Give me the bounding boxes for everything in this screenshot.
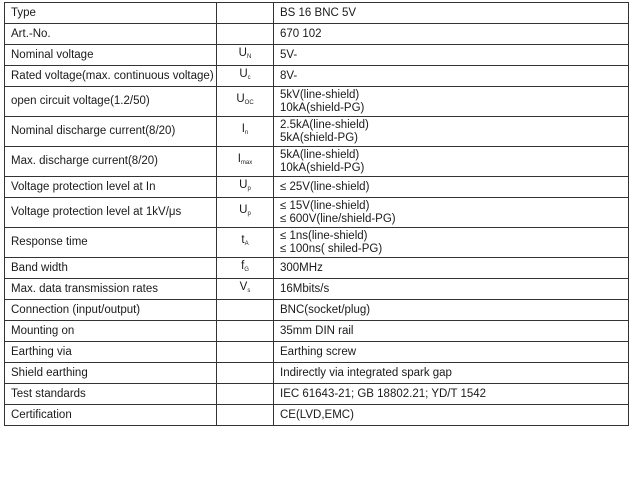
spec-table-body — [5, 3, 629, 426]
value-line: Indirectly via integrated spark gap — [280, 366, 452, 379]
table-row — [5, 66, 629, 87]
parameter-symbol — [217, 321, 274, 342]
value-line: BNC(socket/plug) — [280, 303, 371, 316]
parameter-symbol — [217, 147, 274, 177]
value-line: 35mm DIN rail — [280, 324, 354, 337]
symbol-subscript: OC — [244, 100, 254, 106]
parameter-label: Shield earthing — [5, 363, 217, 384]
value-line: ≤ 25V(line-shield) — [280, 180, 370, 193]
parameter-symbol — [217, 384, 274, 405]
parameter-value — [274, 228, 629, 258]
parameter-label: Max. discharge current(8/20) — [5, 147, 217, 177]
symbol-subscript: n — [244, 130, 249, 136]
value-line: 5kA(line-shield) — [280, 148, 360, 161]
parameter-value — [274, 384, 629, 405]
table-row — [5, 228, 629, 258]
value-line: 2.5kA(line-shield) — [280, 118, 369, 131]
parameter-symbol — [217, 228, 274, 258]
parameter-label: Response time — [5, 228, 217, 258]
parameter-value — [274, 117, 629, 147]
parameter-symbol — [217, 363, 274, 384]
parameter-symbol — [217, 258, 274, 279]
symbol-main: V — [239, 280, 248, 293]
parameter-label: Nominal voltage — [5, 45, 217, 66]
parameter-label: Rated voltage(max. continuous voltage) — [5, 66, 217, 87]
parameter-label: Voltage protection level at 1kV/μs — [5, 198, 217, 228]
parameter-label: Nominal discharge current(8/20) — [5, 117, 217, 147]
parameter-value — [274, 363, 629, 384]
symbol-main: t — [241, 234, 245, 246]
spec-table — [4, 2, 629, 426]
value-line: ≤ 15V(line-shield) — [280, 199, 370, 212]
table-row — [5, 384, 629, 405]
table-row — [5, 342, 629, 363]
symbol-subscript: p — [247, 211, 251, 217]
table-row — [5, 321, 629, 342]
parameter-value — [274, 3, 629, 24]
value-line: Earthing screw — [280, 345, 357, 358]
symbol-subscript: s — [247, 287, 251, 294]
parameter-value — [274, 258, 629, 279]
table-row — [5, 177, 629, 198]
parameter-label: Band width — [5, 258, 217, 279]
value-line: 300MHz — [280, 261, 323, 274]
value-line: CE(LVD,EMC) — [280, 408, 354, 421]
symbol-main: I — [237, 153, 241, 165]
value-line: IEC 61643-21; GB 18802.21; YD/T 1542 — [280, 387, 487, 400]
parameter-value — [274, 405, 629, 426]
value-line: BS 16 BNC 5V — [280, 6, 357, 19]
value-line: 670 102 — [280, 27, 322, 40]
parameter-label: Certification — [5, 405, 217, 426]
table-row — [5, 24, 629, 45]
parameter-symbol — [217, 177, 274, 198]
parameter-value — [274, 342, 629, 363]
table-row — [5, 198, 629, 228]
value-line: 10kA(shield-PG) — [280, 161, 365, 174]
parameter-symbol — [217, 117, 274, 147]
parameter-value — [274, 66, 629, 87]
parameter-value — [274, 300, 629, 321]
value-line: 10kA(shield-PG) — [280, 101, 365, 114]
parameter-symbol — [217, 198, 274, 228]
table-row — [5, 45, 629, 66]
symbol-main: U — [239, 204, 248, 216]
parameter-value — [274, 87, 629, 117]
parameter-value — [274, 279, 629, 300]
table-row — [5, 405, 629, 426]
value-line: ≤ 100ns( shiled-PG) — [280, 242, 383, 255]
parameter-label: Connection (input/output) — [5, 300, 217, 321]
value-line: 5V- — [280, 48, 298, 61]
table-row — [5, 117, 629, 147]
value-line: ≤ 1ns(line-shield) — [280, 229, 368, 242]
table-row — [5, 258, 629, 279]
symbol-main: I — [241, 123, 245, 135]
parameter-value — [274, 45, 629, 66]
table-row — [5, 147, 629, 177]
symbol-main: U — [236, 93, 245, 105]
parameter-value — [274, 147, 629, 177]
parameter-symbol — [217, 405, 274, 426]
parameter-symbol — [217, 66, 274, 87]
parameter-value — [274, 321, 629, 342]
value-line: 5kV(line-shield) — [280, 88, 360, 101]
parameter-label: Mounting on — [5, 321, 217, 342]
parameter-symbol — [217, 342, 274, 363]
table-row — [5, 300, 629, 321]
parameter-value — [274, 177, 629, 198]
parameter-symbol — [217, 300, 274, 321]
parameter-symbol — [217, 3, 274, 24]
value-line: 5kA(shield-PG) — [280, 131, 358, 144]
parameter-label: Voltage protection level at In — [5, 177, 217, 198]
parameter-label: Test standards — [5, 384, 217, 405]
parameter-symbol — [217, 24, 274, 45]
parameter-label: Max. data transmission rates — [5, 279, 217, 300]
value-line: 16Mbits/s — [280, 282, 330, 295]
table-row — [5, 363, 629, 384]
parameter-label: Art.-No. — [5, 24, 217, 45]
table-row — [5, 3, 629, 24]
symbol-subscript: G — [244, 266, 249, 273]
parameter-label: open circuit voltage(1.2/50) — [5, 87, 217, 117]
parameter-value — [274, 198, 629, 228]
parameter-value — [274, 24, 629, 45]
symbol-main: U — [238, 46, 247, 59]
symbol-subscript: p — [247, 185, 251, 192]
parameter-symbol — [217, 87, 274, 117]
parameter-symbol — [217, 45, 274, 66]
table-row — [5, 279, 629, 300]
parameter-label: Earthing via — [5, 342, 217, 363]
value-line: ≤ 600V(line/shield-PG) — [280, 212, 396, 225]
symbol-main: U — [239, 67, 248, 80]
symbol-subscript: c — [247, 74, 251, 81]
parameter-label: Type — [5, 3, 217, 24]
symbol-subscript: N — [246, 53, 252, 60]
symbol-main: f — [241, 259, 245, 272]
symbol-subscript: A — [244, 241, 249, 247]
parameter-symbol — [217, 279, 274, 300]
symbol-subscript: max — [240, 160, 253, 166]
value-line: 8V- — [280, 69, 298, 82]
symbol-main: U — [239, 178, 248, 191]
table-row — [5, 87, 629, 117]
